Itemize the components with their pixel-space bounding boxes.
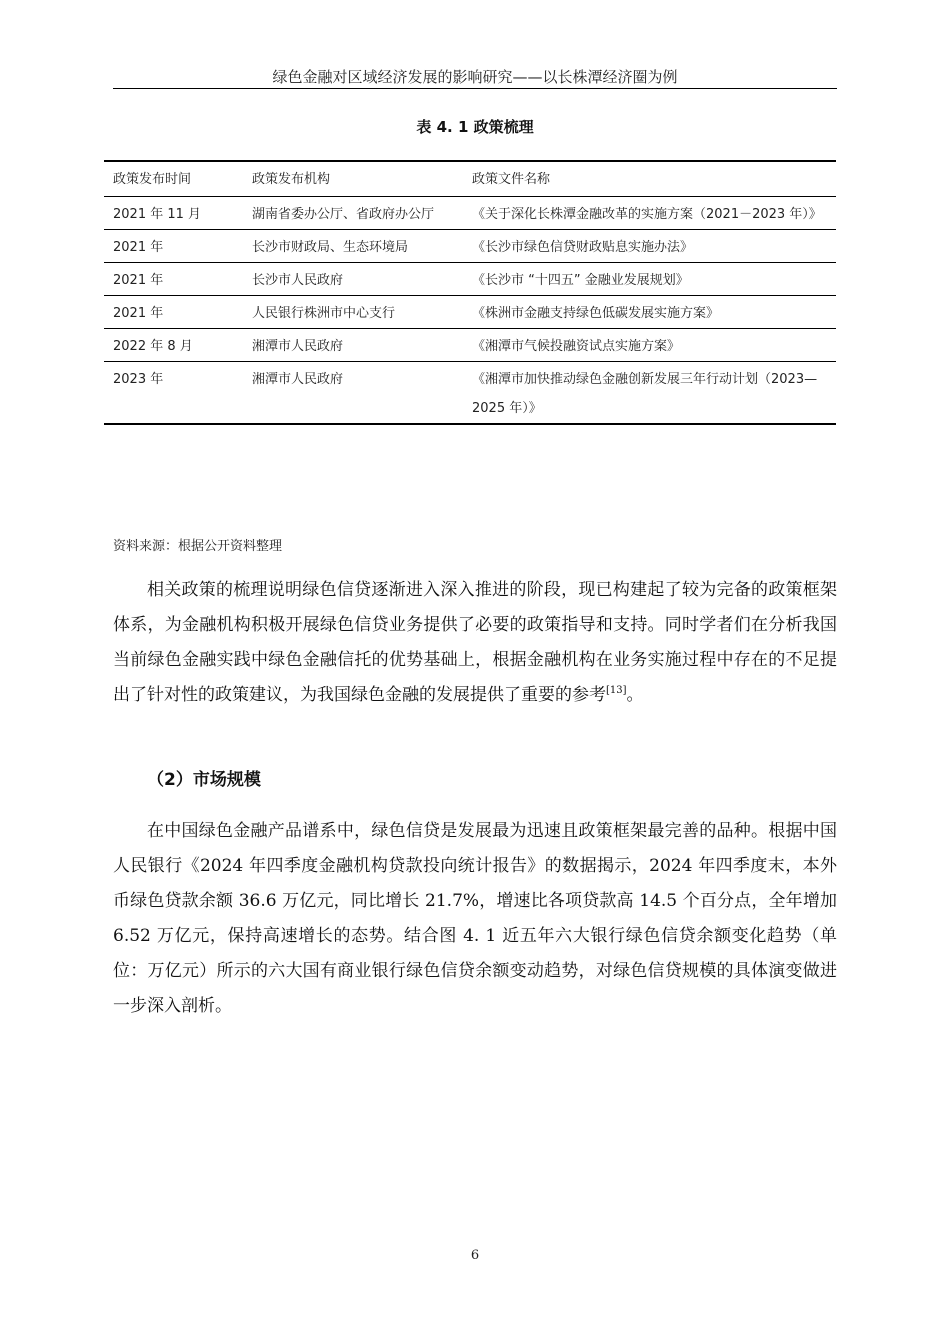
table-caption: 表 4. 1 政策梳理 xyxy=(416,118,534,136)
cell-agency: 湘潭市人民政府 xyxy=(252,371,344,387)
cell-date: 2023 年 xyxy=(113,371,164,387)
table-row xyxy=(104,196,836,229)
paragraph-text: 相关政策的梳理说明绿色信贷逐渐进入深入推进的阶段，现已构建起了较为完备的政策框架体系，为金融机构积极开展绿色信贷业务提供了必要的政策指导和支持。同时学者们在分析我国当前绿色金融实践中绿色金融信托的优势基础上，根据金融机构在业务实施过程中存在的不足提出了针对性的政策建议，为我国绿色金融的发展提供了重要的参考 xyxy=(113,580,837,705)
table-row xyxy=(104,229,836,262)
cell-date: 2021 年 11 月 xyxy=(113,206,202,222)
section-heading: （2）市场规模 xyxy=(147,770,261,790)
table-source-note: 资料来源：根据公开资料整理 xyxy=(113,539,283,554)
page-number: 6 xyxy=(470,1248,480,1263)
cell-document: 《关于深化长株潭金融改革的实施方案（2021－2023 年）》 xyxy=(472,206,822,222)
cell-document: 《株洲市金融支持绿色低碳发展实施方案》 xyxy=(472,305,720,321)
column-header-agency: 政策发布机构 xyxy=(252,172,331,187)
cell-agency: 长沙市人民政府 xyxy=(252,272,344,288)
policy-table xyxy=(104,160,836,425)
column-header-document: 政策文件名称 xyxy=(472,172,551,187)
cell-date: 2021 年 xyxy=(113,305,164,321)
body-paragraph: 在中国绿色金融产品谱系中，绿色信贷是发展最为迅速且政策框架最完善的品种。根据中国人民银行《2024 年四季度金融机构贷款投向统计报告》的数据揭示，2024 年四季度末，本外币绿色贷款余额 36.6 万亿元，同比增长 21.7%，增速比各项贷款高 14.5 个百分点，全年增加 6.52 万亿元，保持高速增长的态势。结合图 4. 1 近五年六大银行绿色信贷余额变化趋势（单位：万亿元）所示的六大国有商业银行绿色信贷余额变动趋势，对绿色信贷规模的具体演变做进一步深入剖析。 xyxy=(113,821,837,1016)
paragraph-end: 。 xyxy=(626,685,644,705)
table-row xyxy=(104,328,836,361)
cell-document: 《长沙市 “十四五” 金融业发展规划》 xyxy=(472,272,689,288)
cell-agency: 湖南省委办公厅、省政府办公厅 xyxy=(252,206,435,222)
cell-date: 2021 年 xyxy=(113,272,164,288)
cell-agency: 长沙市财政局、生态环境局 xyxy=(252,239,409,255)
cell-document: 《湘潭市加快推动绿色金融创新发展三年行动计划（2023—2025 年）》 xyxy=(472,371,818,416)
cell-date: 2022 年 8 月 xyxy=(113,338,193,354)
cell-document: 《湘潭市气候投融资试点实施方案》 xyxy=(472,338,681,354)
cell-agency: 湘潭市人民政府 xyxy=(252,338,344,354)
running-header: 绿色金融对区域经济发展的影响研究——以长株潭经济圈为例 xyxy=(272,68,678,86)
cell-date: 2021 年 xyxy=(113,239,164,255)
table-row xyxy=(104,295,836,328)
column-header-date: 政策发布时间 xyxy=(113,172,192,187)
citation-ref[interactable]: [13] xyxy=(606,685,627,696)
table-header-row xyxy=(104,161,836,196)
table-row xyxy=(104,262,836,295)
table-row xyxy=(104,361,836,424)
body-paragraph xyxy=(113,573,837,713)
cell-document: 《长沙市绿色信贷财政贴息实施办法》 xyxy=(472,239,694,255)
header-rule xyxy=(113,88,837,89)
cell-agency: 人民银行株洲市中心支行 xyxy=(252,305,396,321)
